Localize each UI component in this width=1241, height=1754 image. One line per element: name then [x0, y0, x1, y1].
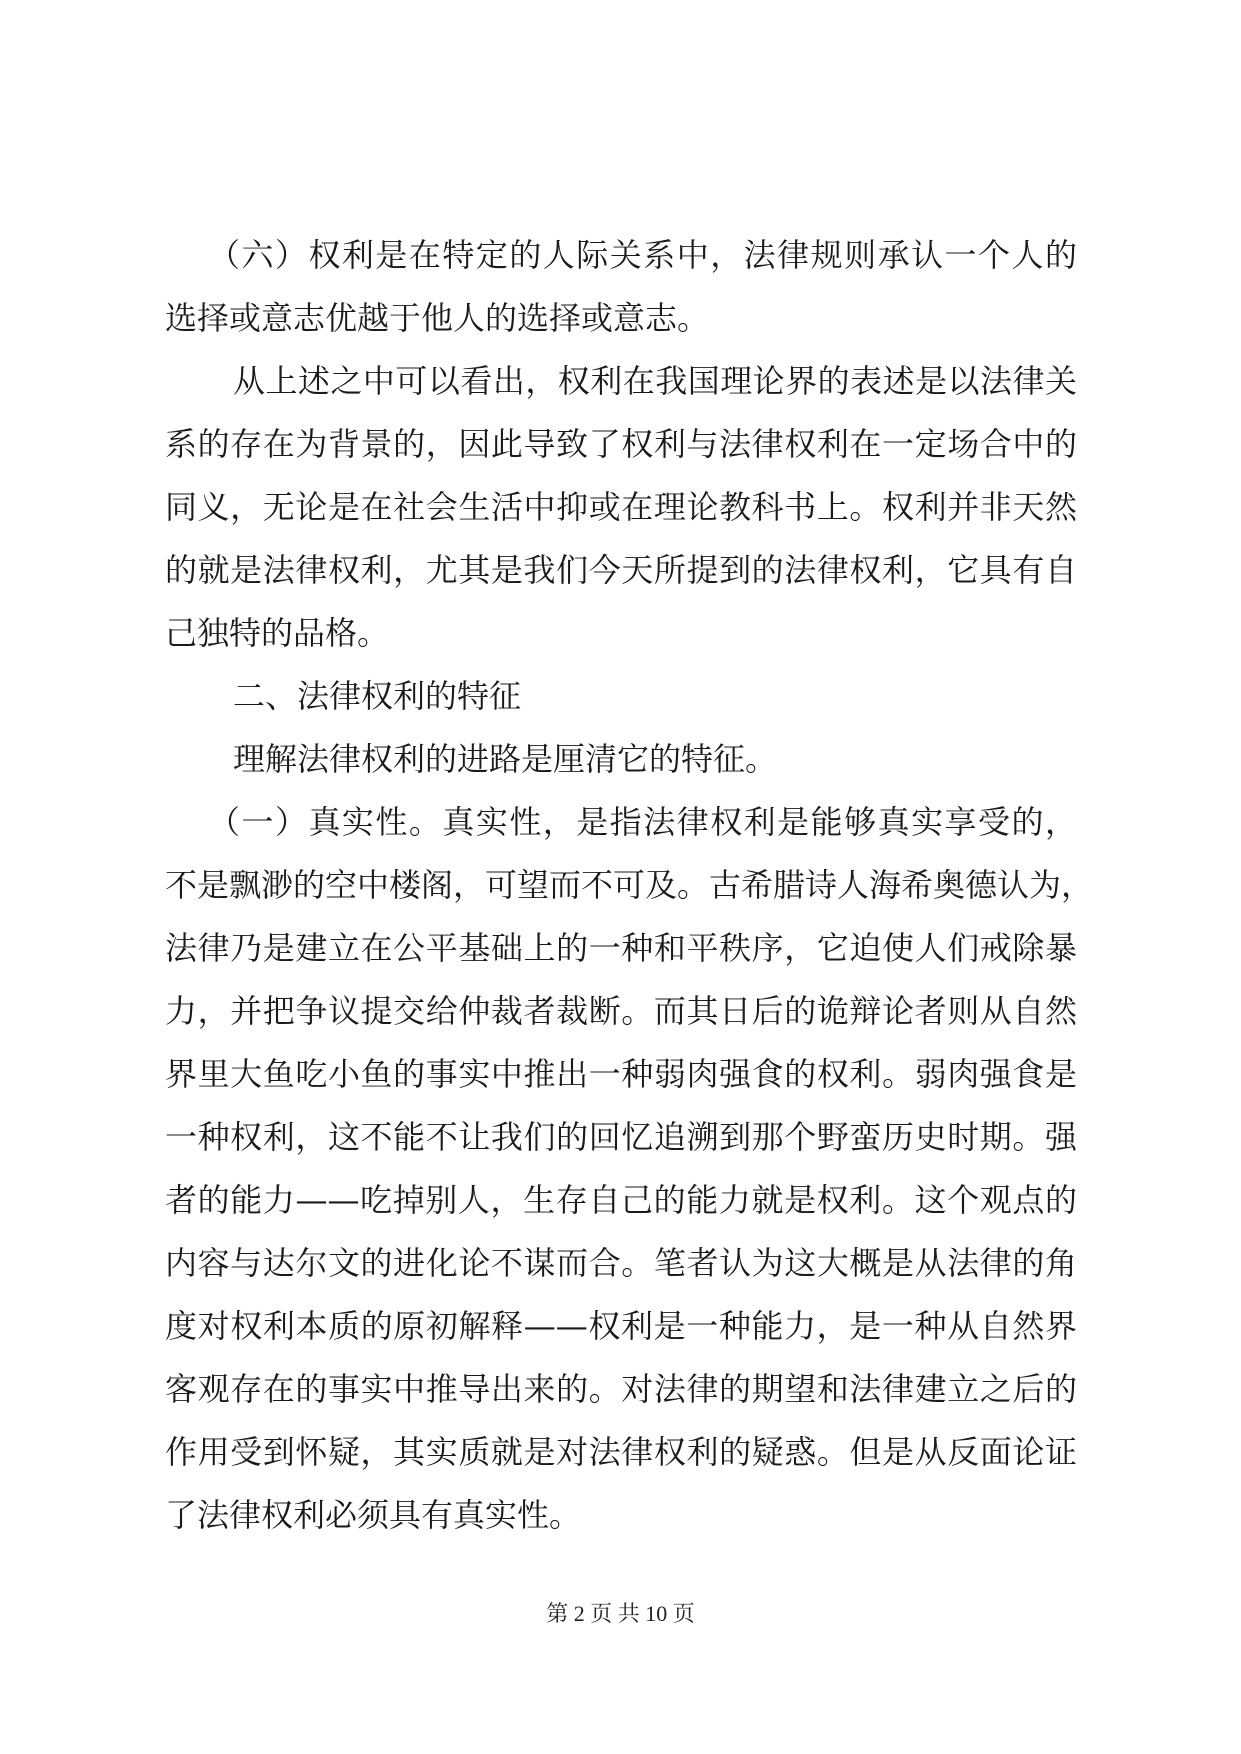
text-line: 一种权利，这不能不让我们的回忆追溯到那个野蛮历史时期。强	[165, 1118, 1077, 1156]
text-line: 系的存在为背景的，因此导致了权利与法律权利在一定场合中的	[165, 425, 1077, 463]
text-line: 了法律权利必须具有真实性。	[165, 1496, 582, 1534]
text-line: 客观存在的事实中推导出来的。对法律的期望和法律建立之后的	[165, 1370, 1077, 1408]
text-line: 己独特的品格。	[165, 614, 390, 652]
text-line: 法律乃是建立在公平基础上的一种和平秩序，它迫使人们戒除暴	[165, 929, 1077, 967]
text-line: 从上述之中可以看出，权利在我国理论界的表述是以法律关	[233, 362, 1077, 400]
text-line: 不是飘渺的空中楼阁，可望而不可及。古希腊诗人海希奥德认为，	[165, 866, 1094, 904]
text-line: （一）真实性。真实性，是指法律权利是能够真实享受的，	[208, 803, 1077, 841]
text-line: 力，并把争议提交给仲裁者裁断。而其日后的诡辩论者则从自然	[165, 992, 1077, 1030]
text-line: 度对权利本质的原初解释——权利是一种能力，是一种从自然界	[165, 1307, 1077, 1345]
text-line: 内容与达尔文的进化论不谋而合。笔者认为这大概是从法律的角	[165, 1244, 1077, 1282]
page-number-footer: 第 2 页 共 10 页	[546, 1601, 695, 1626]
document-body	[165, 224, 1094, 1547]
text-line: 理解法律权利的进路是厘清它的特征。	[233, 740, 778, 778]
text-line: 作用受到怀疑，其实质就是对法律权利的疑惑。但是从反面论证	[165, 1433, 1077, 1471]
text-line: 选择或意志优越于他人的选择或意志。	[165, 299, 710, 337]
text-line: （六）权利是在特定的人际关系中，法律规则承认一个人的	[208, 236, 1077, 274]
text-line: 同义，无论是在社会生活中抑或在理论教科书上。权利并非天然	[165, 488, 1077, 526]
section-heading: 二、法律权利的特征	[233, 677, 522, 715]
text-line: 界里大鱼吃小鱼的事实中推出一种弱肉强食的权利。弱肉强食是	[165, 1055, 1077, 1093]
text-line: 的就是法律权利，尤其是我们今天所提到的法律权利，它具有自	[165, 551, 1077, 589]
text-line: 者的能力——吃掉别人，生存自己的能力就是权利。这个观点的	[165, 1181, 1077, 1219]
